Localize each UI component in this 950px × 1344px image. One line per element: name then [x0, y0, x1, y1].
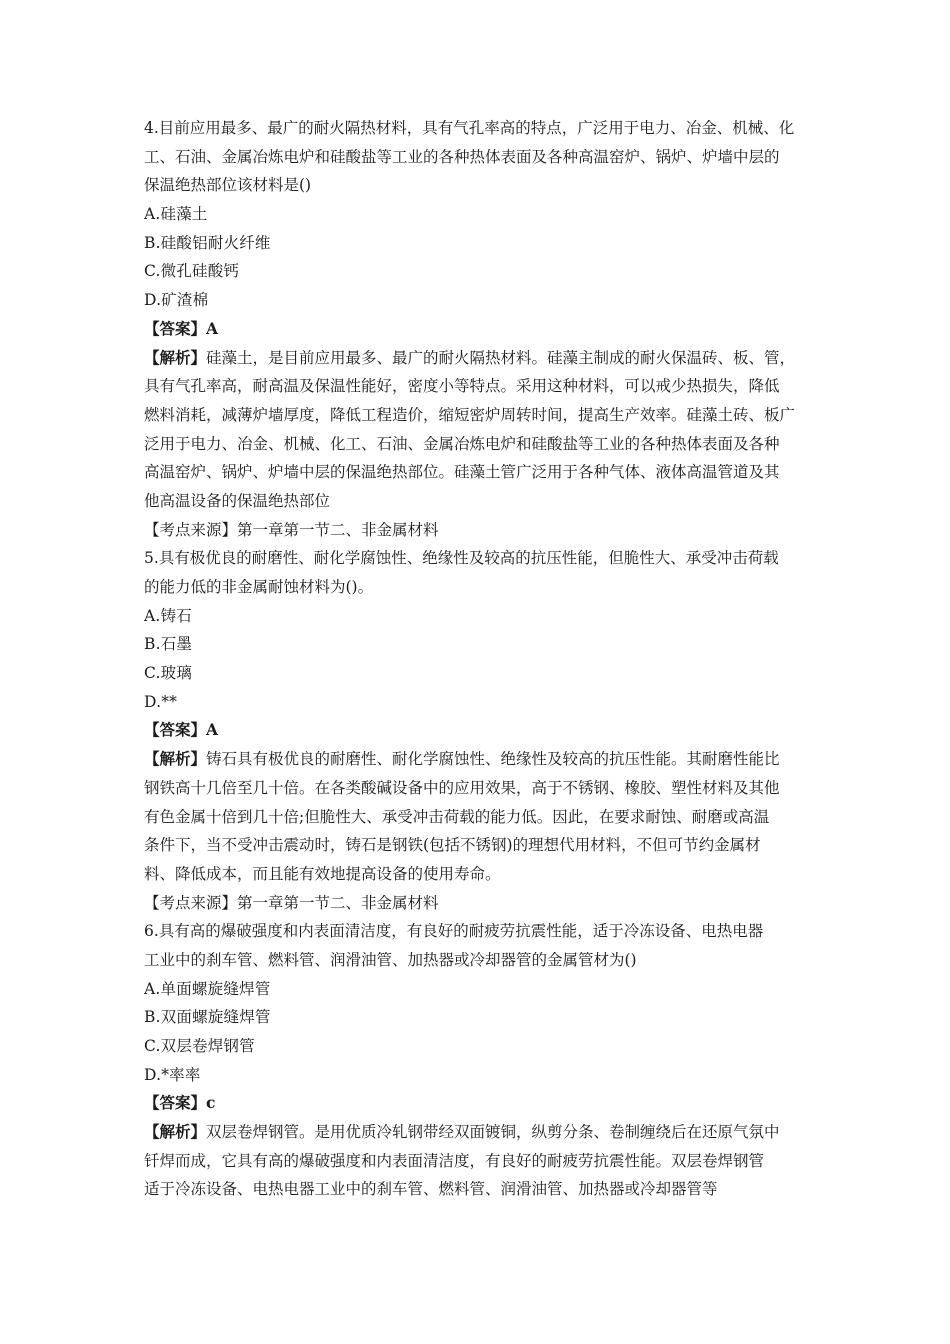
- answer-line: [144, 1089, 810, 1118]
- option-a: A.铸石: [144, 606, 192, 625]
- source-line: 【考点来源】第一章第一节二、非金属材料: [144, 520, 439, 539]
- answer-line: [144, 716, 810, 745]
- question-stem-line: 工、石油、金属冶炼电炉和硅酸盐等工业的各种热体表面及各种高温窑炉、锅炉、炉墙中层的: [144, 147, 780, 166]
- option-b: B.硅酸铝耐火纤维: [144, 233, 271, 252]
- option-b: B.双面螺旋缝焊管: [144, 1008, 271, 1027]
- question-stem-line: 工业中的刹车管、燃料管、润滑油管、加热器或冷却器管的金属管材为(): [144, 950, 637, 969]
- analysis-line: 料、降低成本，而且能有效地提高设备的使用寿命。: [144, 864, 501, 883]
- analysis-line: [144, 745, 810, 774]
- question-stem-line: 5.具有极优良的耐磨性、耐化学腐蚀性、绝缘性及较高的抗压性能，但脆性大、承受冲击荷载: [144, 549, 779, 568]
- answer-tag: 【答案】: [144, 1093, 207, 1113]
- option-a: A.单面螺旋缝焊管: [144, 979, 271, 998]
- analysis-line: 燃料消耗，减薄炉墙厚度，降低工程造价，缩短密炉周转时间，提高生产效率。硅藻土砖、板广: [144, 405, 796, 424]
- analysis-line: 泛用于电力、冶金、机械、化工、石油、金属冶炼电炉和硅酸盐等工业的各种热体表面及各种: [144, 434, 780, 453]
- question-stem-line: 的能力低的非金属耐蚀材料为()。: [144, 578, 374, 596]
- answer-value: c: [206, 1093, 216, 1113]
- analysis-text: 铸石具有极优良的耐磨性、耐化学腐蚀性、绝缘性及较高的抗压性能。其耐磨性能比: [206, 750, 780, 769]
- option-c: C.双层卷焊钢管: [144, 1037, 255, 1055]
- question-stem-line: 保温绝热部位该材料是(): [144, 176, 312, 195]
- analysis-line: 钎焊而成，它具有高的爆破强度和内表面清洁度，有良好的耐疲劳抗震性能。双层卷焊钢管: [144, 1151, 765, 1170]
- analysis-line: 钢铁高十几倍至几十倍。在各类酸碱设备中的应用效果，高于不锈钢、橡胶、塑性材料及其他: [144, 778, 780, 797]
- analysis-text: 双层卷焊钢管。是用优质冷轧钢带经双面镀铜，纵剪分条、卷制缠绕后在还原气氛中: [206, 1123, 780, 1142]
- analysis-line: 有色金属十倍到几十倍;但脆性大、承受冲击荷载的能力低。因此，在要求耐蚀、耐磨或高温: [144, 807, 770, 826]
- analysis-tag: 【解析】: [144, 749, 207, 769]
- analysis-line: 条件下，当不受冲击震动时，铸石是钢铁(包括不锈钢)的理想代用材料，不但可节约金属材: [144, 836, 761, 855]
- option-c: C.微孔硅酸钙: [144, 262, 240, 281]
- option-b: B.石墨: [144, 635, 193, 654]
- analysis-line: 他高温设备的保温绝热部位: [144, 491, 331, 510]
- option-c: C.玻璃: [144, 664, 193, 683]
- analysis-tag: 【解析】: [144, 1122, 207, 1142]
- document-page: [144, 114, 810, 1204]
- answer-tag: 【答案】: [144, 318, 207, 338]
- answer-line: [144, 315, 810, 344]
- answer-value: A: [206, 318, 219, 338]
- question-4: [144, 114, 810, 544]
- option-d: D.矿渣棉: [144, 291, 209, 310]
- analysis-tag: 【解析】: [144, 347, 207, 367]
- analysis-text: 硅藻土，是目前应用最多、最广的耐火隔热材料。硅藻主制成的耐火保温砖、板、管，: [206, 348, 796, 367]
- question-5: [144, 544, 810, 917]
- option-d: D.**: [144, 692, 178, 711]
- source-line: 【考点来源】第一章第一节二、非金属材料: [144, 893, 439, 912]
- question-6: [144, 917, 810, 1204]
- answer-value: A: [206, 720, 219, 740]
- analysis-line: 具有气孔率高，耐高温及保温性能好，密度小等特点。采用这种材料，可以戒少热损失，降低: [144, 377, 780, 396]
- analysis-line: 适于冷冻设备、电热电器工业中的刹车管、燃料管、润滑油管、加热器或冷却器管等: [144, 1180, 718, 1199]
- question-stem-line: 4.目前应用最多、最广的耐火隔热材料，具有气孔率高的特点，广泛用于电力、冶金、机械、化: [144, 119, 795, 137]
- question-stem-line: 6.具有高的爆破强度和内表面清洁度，有良好的耐疲劳抗震性能，适于冷冻设备、电热电器: [144, 922, 764, 941]
- answer-tag: 【答案】: [144, 720, 207, 740]
- analysis-line: [144, 1118, 810, 1147]
- option-a: A.硅藻土: [144, 205, 208, 224]
- analysis-line: [144, 344, 810, 373]
- option-d: D.*率率: [144, 1065, 201, 1084]
- analysis-line: 高温窑炉、锅炉、炉墙中层的保温绝热部位。硅藻土管广泛用于各种气体、液体高温管道及其: [144, 463, 780, 482]
